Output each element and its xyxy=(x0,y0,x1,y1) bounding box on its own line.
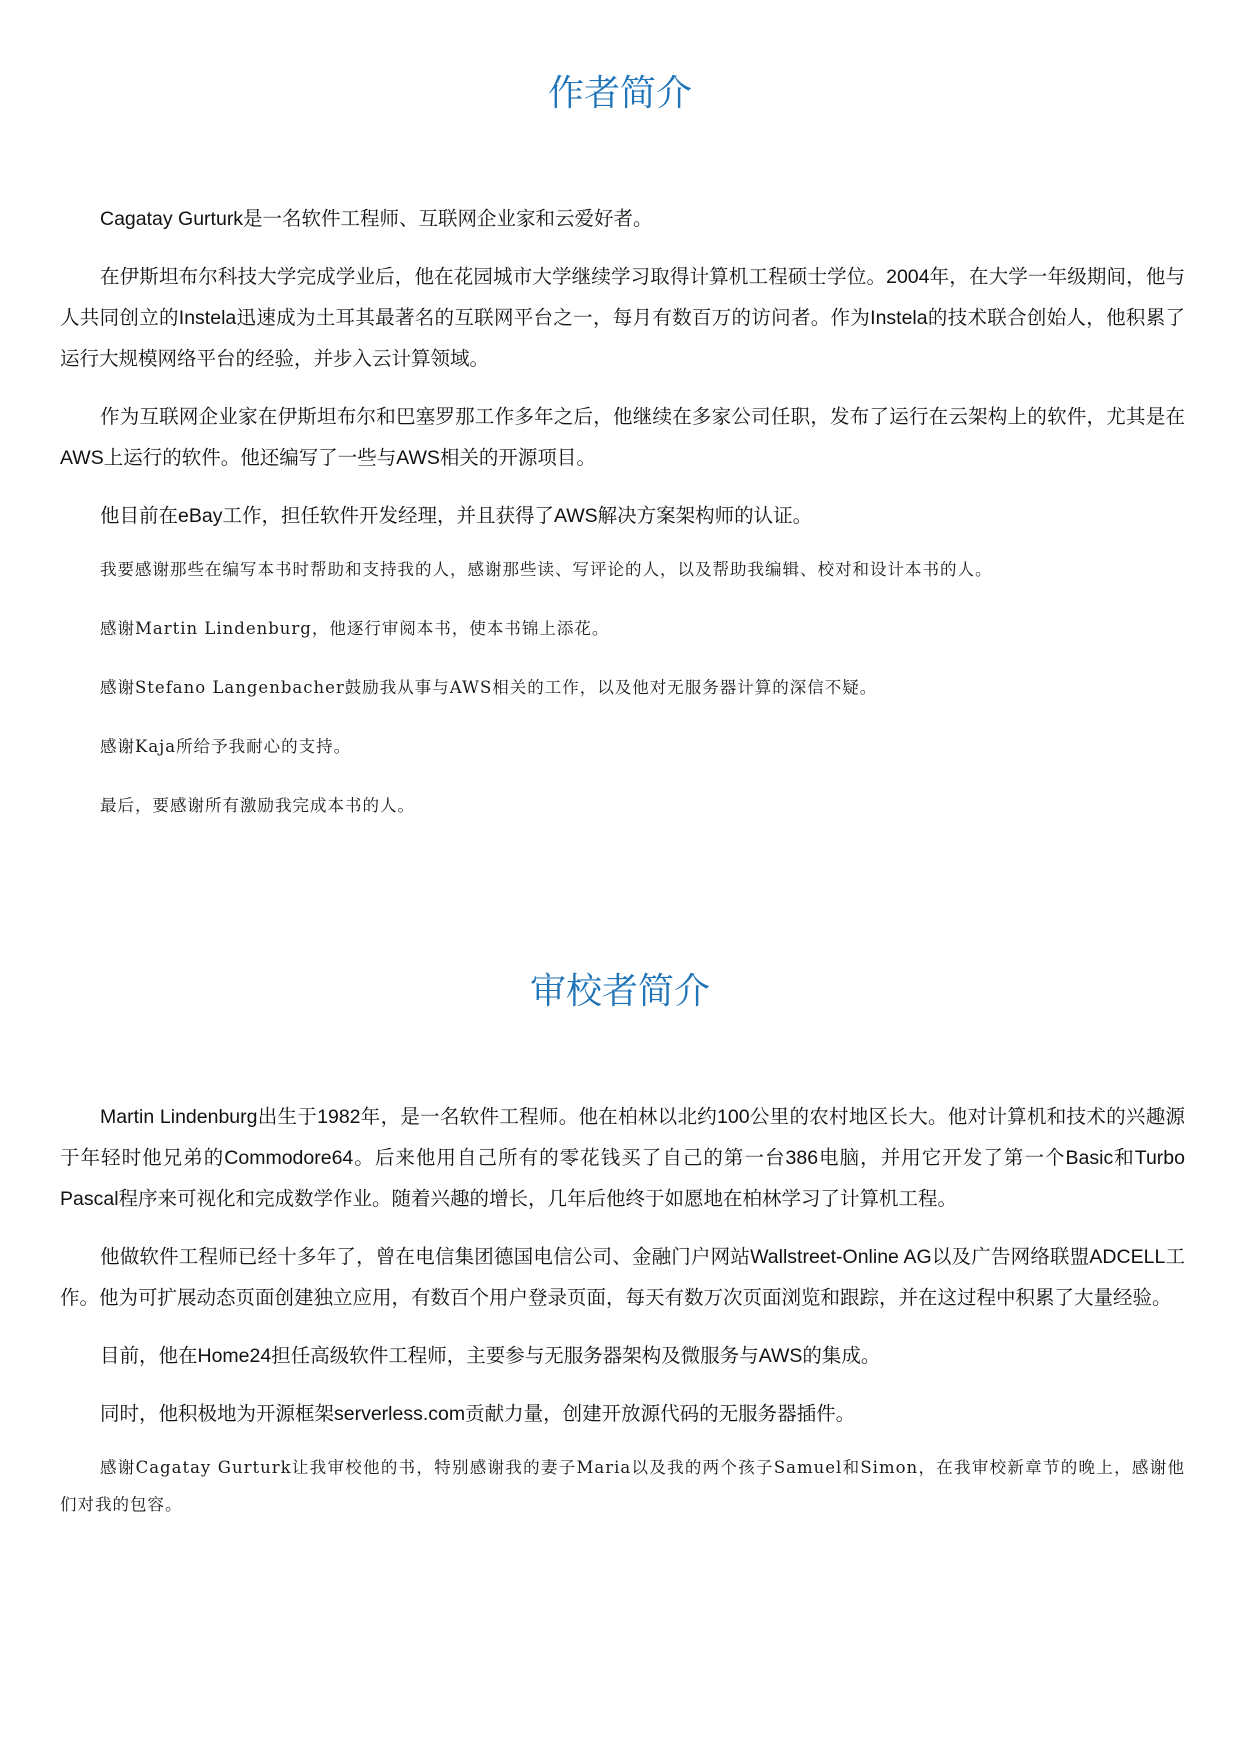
author-thanks-line: 感谢Martin Lindenburg，他逐行审阅本书，使本书锦上添花。 xyxy=(100,619,610,638)
reviewer-paragraph: 目前，他在Home24担任高级软件工程师，主要参与无服务器架构及微服务与AWS的集成。 xyxy=(100,1345,881,1367)
author-intro-heading: 作者简介 xyxy=(547,73,692,114)
author-thanks-line: 我要感谢那些在编写本书时帮助和支持我的人，感谢那些读、写评论的人，以及帮助我编辑、校对和设计本书的人。 xyxy=(100,560,993,579)
author-thanks-line: 最后，要感谢所有激励我完成本书的人。 xyxy=(100,796,415,815)
author-thanks-line: 感谢Kaja所给予我耐心的支持。 xyxy=(100,737,352,756)
author-paragraph: 作为互联网企业家在伊斯坦布尔和巴塞罗那工作多年之后，他继续在多家公司任职，发布了运行在云架构上的软件，尤其是在AWS上运行的软件。他还编写了一些与AWS相关的开源项目。 xyxy=(60,406,1185,469)
author-thanks-line: 感谢Stefano Langenbacher鼓励我从事与AWS相关的工作，以及他对无服务器计算的深信不疑。 xyxy=(100,678,878,697)
reviewer-intro-heading: 审校者简介 xyxy=(529,971,710,1012)
reviewer-paragraph: 他做软件工程师已经十多年了，曾在电信集团德国电信公司、金融门户网站Wallstreet-Online AG以及广告网络联盟ADCELL工作。他为可扩展动态页面创建独立应用，有数百个用户登录页面，每天有数万次页面浏览和跟踪，并在这过程中积累了大量经验。 xyxy=(60,1246,1185,1309)
reviewer-paragraph: 同时，他积极地为开源框架serverless.com贡献力量，创建开放源代码的无服务器插件。 xyxy=(100,1403,856,1425)
author-intro-body xyxy=(60,199,1185,824)
author-paragraph: 他目前在eBay工作，担任软件开发经理，并且获得了AWS解决方案架构师的认证。 xyxy=(100,505,813,527)
reviewer-paragraph: Martin Lindenburg出生于1982年，是一名软件工程师。他在柏林以北约100公里的农村地区长大。他对计算机和技术的兴趣源于年轻时他兄弟的Commodore64。后来他用自己所有的零花钱买了自己的第一台386电脑，并用它开发了第一个Basic和Turbo Pascal程序来可视化和完成数学作业。随着兴趣的增长，几年后他终于如愿地在柏林学习了计算机工程。 xyxy=(60,1106,1185,1210)
reviewer-thanks-line: 感谢Cagatay Gurturk让我审校他的书，特别感谢我的妻子Maria以及我的两个孩子Samuel和Simon，在我审校新章节的晚上，感谢他们对我的包容。 xyxy=(60,1458,1185,1514)
author-paragraph: 在伊斯坦布尔科技大学完成学业后，他在花园城市大学继续学习取得计算机工程硕士学位。2004年，在大学一年级期间，他与人共同创立的Instela迅速成为土耳其最著名的互联网平台之一，每月有数百万的访问者。作为Instela的技术联合创始人，他积累了运行大规模网络平台的经验，并步入云计算领域。 xyxy=(60,266,1185,370)
author-paragraph: Cagatay Gurturk是一名软件工程师、互联网企业家和云爱好者。 xyxy=(100,208,653,230)
reviewer-intro-body xyxy=(60,1097,1185,1523)
